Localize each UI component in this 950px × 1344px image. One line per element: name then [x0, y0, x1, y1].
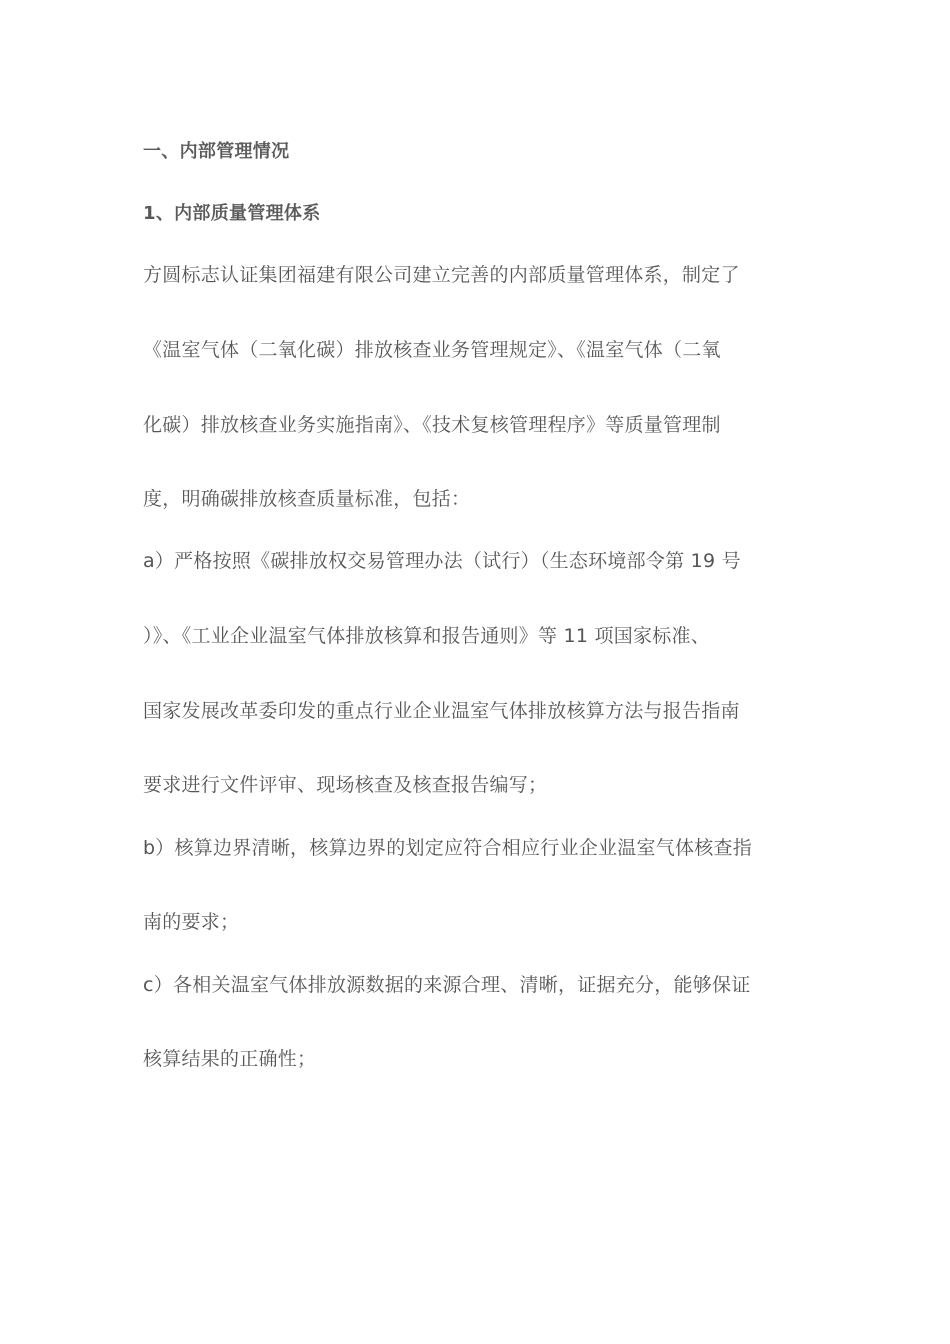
paragraph-line: 方圆标志认证集团福建有限公司建立完善的内部质量管理体系，制定了 — [143, 264, 740, 286]
paragraph-line: 度，明确碳排放核查质量标准，包括： — [143, 488, 471, 510]
list-item-b-line: b）核算边界清晰，核算边界的划定应符合相应行业企业温室气体核查指 — [143, 837, 753, 859]
list-item-c-line: c）各相关温室气体排放源数据的来源合理、清晰，证据充分，能够保证 — [143, 974, 751, 996]
list-item-a-line: ）》、《工业企业温室气体排放核算和报告通则》等 11 项国家标准、 — [143, 625, 711, 647]
list-item-a-line: a）严格按照《碳排放权交易管理办法（试行）（生态环境部令第 19 号 — [143, 550, 741, 572]
paragraph-line: 化碳）排放核查业务实施指南》、《技术复核管理程序》等质量管理制 — [143, 414, 721, 436]
list-item-c-line: 核算结果的正确性； — [143, 1048, 317, 1070]
paragraph-line: 《温室气体（二氧化碳）排放核查业务管理规定》、《温室气体（二氧 — [143, 339, 721, 361]
list-item-b-line: 南的要求； — [143, 911, 240, 933]
list-item-a-line: 要求进行文件评审、现场核查及核查报告编写； — [143, 774, 548, 796]
list-item-a-line: 国家发展改革委印发的重点行业企业温室气体排放核算方法与报告指南 — [143, 700, 740, 722]
subsection-heading: 1、内部质量管理体系 — [143, 203, 321, 224]
section-heading: 一、内部管理情况 — [143, 141, 290, 162]
